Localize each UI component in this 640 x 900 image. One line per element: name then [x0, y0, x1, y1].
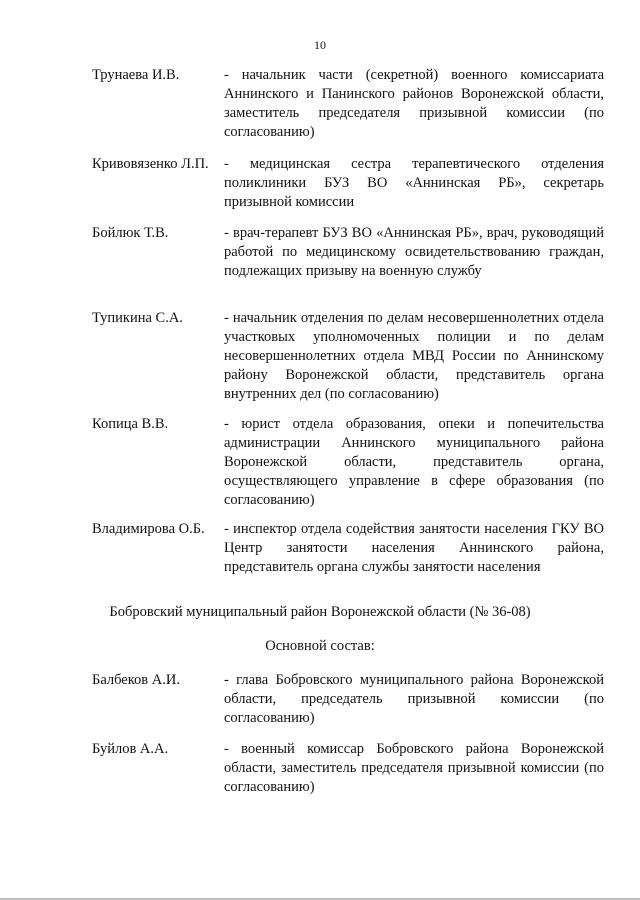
composition-subheading: Основной состав: — [265, 638, 375, 654]
member-role: - глава Бобровского муниципального района Воронежской области, председатель призывной комиссии (по согласованию) — [224, 672, 604, 726]
commission-member — [92, 66, 604, 142]
commission-member — [92, 740, 604, 797]
member-role: - медицинская сестра терапевтического отделения поликлиники БУЗ ВО «Аннинская РБ», секретарь призывной комиссии — [224, 156, 604, 210]
member-name: Трунаева И.В. — [92, 67, 180, 83]
member-name: Кривовязенко Л.П. — [92, 156, 209, 172]
member-role: - начальник части (секретной) военного комиссариата Аннинского и Панинского районов Воронежской области, заместитель председателя призывной комиссии (по согласованию) — [224, 67, 604, 140]
page-number: 10 — [314, 38, 326, 52]
commission-member — [92, 309, 604, 404]
member-role: - начальник отделения по делам несовершеннолетних отдела участковых уполномоченных полиции и по делам несовершеннолетних отдела МВД России по Аннинскому району Воронежской области, представитель органа внутренних дел (по согласованию) — [224, 310, 604, 402]
commission-member — [92, 415, 604, 510]
member-name: Балбеков А.И. — [92, 672, 180, 688]
member-role: - врач-терапевт БУЗ ВО «Аннинская РБ», врач, руководящий работой по медицинскому освидетельствованию граждан, подлежащих призыву на военную службу — [224, 225, 604, 279]
member-role: - юрист отдела образования, опеки и попечительства администрации Аннинского муниципального района Воронежской области, представитель органа, осуществляющего управление в сфере образования (по согласованию) — [224, 416, 604, 508]
member-name: Владимирова О.Б. — [92, 521, 205, 537]
commission-member — [92, 155, 604, 212]
district-heading: Бобровский муниципальный район Воронежской области (№ 36-08) — [109, 604, 531, 620]
commission-member — [92, 224, 604, 281]
member-name: Копица В.В. — [92, 416, 169, 432]
member-name: Тупикина С.А. — [92, 310, 183, 326]
member-name: Буйлов А.А. — [92, 741, 169, 757]
member-role: - инспектор отдела содействия занятости населения ГКУ ВО Центр занятости населения Аннинского района, представитель органа службы занятости населения — [224, 521, 604, 575]
commission-member — [92, 520, 604, 577]
member-name: Бойлюк Т.В. — [92, 225, 169, 241]
commission-member — [92, 671, 604, 728]
member-role: - военный комиссар Бобровского района Воронежской области, заместитель председателя призывной комиссии (по согласованию) — [224, 741, 604, 795]
